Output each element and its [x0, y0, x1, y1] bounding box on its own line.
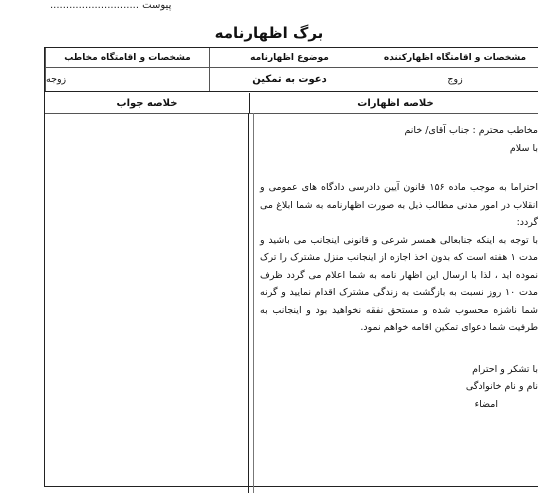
column-divider: [248, 113, 249, 493]
addressee-header: مشخصات و اقامتگاه مخاطب: [45, 48, 209, 67]
table-header-row: [45, 48, 538, 68]
addressee-value: زوجه: [45, 67, 209, 91]
subject-value: دعوت به تمکین: [209, 67, 369, 91]
declarant-header: مشخصات و اقامتگاه اظهارکننده: [383, 52, 527, 63]
attachment-label: پیوست ............................: [50, 0, 172, 11]
statement-paragraph-1: احتراما به موجب ماده ۱۵۶ قانون آیین دادرسی دادگاه های عمومی و انقلاب در امور مدنی مطالب ذیل به صورت اظهارنامه به شما ابلاغ می گردد:: [260, 182, 538, 228]
name-line: نام و نام خانوادگی: [465, 381, 538, 392]
column-divider-inner: [253, 113, 254, 493]
greeting: با سلام: [509, 142, 538, 154]
declarant-value: زوج: [447, 73, 463, 85]
signature-line: امضاء: [474, 398, 498, 410]
salutation: مخاطب محترم : جناب آقای/ خانم: [404, 125, 538, 136]
page-title: برگ اظهارنامه: [214, 24, 324, 42]
statement-body: [260, 122, 538, 413]
section-header-row: [45, 93, 538, 114]
subject-header: موضوع اظهارنامه: [209, 48, 369, 67]
closing-line: با تشکر و احترام: [472, 363, 538, 375]
declaration-form: [44, 47, 538, 487]
statements-header: خلاصه اظهارات: [249, 93, 538, 113]
table-value-row: [45, 67, 538, 92]
statement-paragraph-2: با توجه به اینکه جنابعالی همسر شرعی و قانونی اینجانب می باشید و مدت ۱ هفته است که بدون اخذ اجازه از اینجانب منزل مشترک را ترک نموده اید ، لذا با ارسال این اظهار نامه به شما اعلام می گردد ظرف مدت ۱۰ روز نسبت به بازگشت به زندگی مشترک اقدام نمایید و گرنه شما ناشزه محسوب شده و مستحق نفقه نخواهید بود و اینجانب به طرفیت شما دعوای تمکین اقامه خواهم نمود.: [260, 234, 538, 333]
reply-header: خلاصه جواب: [116, 97, 178, 109]
